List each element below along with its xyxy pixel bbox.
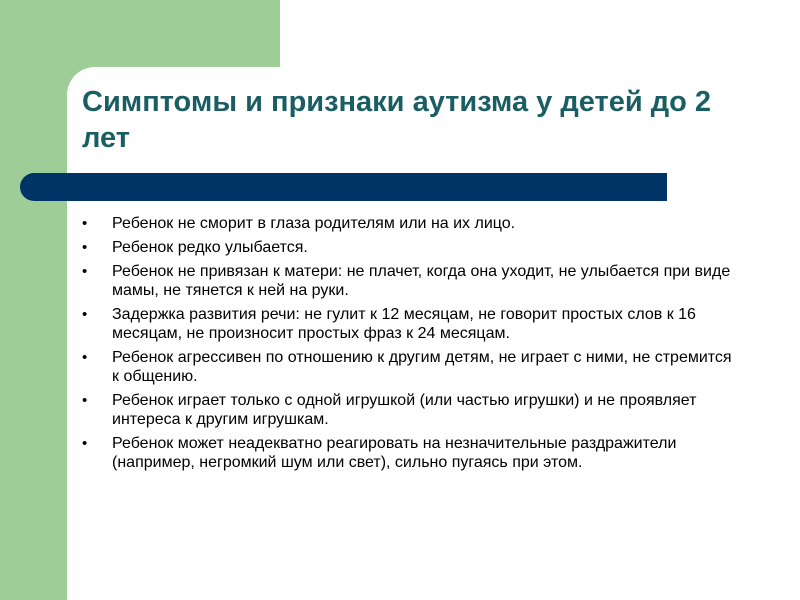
list-item — [82, 238, 732, 257]
bullet-icon: • — [82, 215, 88, 232]
bullet-text: Ребенок агрессивен по отношению к другим детям, не играет с ними, не стремится к общению. — [112, 349, 732, 385]
list-item — [82, 305, 732, 343]
bullet-list — [82, 214, 732, 477]
list-item — [82, 214, 732, 233]
bullet-text: Ребенок может неадекватно реагировать на незначительные раздражители (например, негромкий шум или свет), сильно пугаясь при этом. — [112, 435, 677, 471]
green-decoration-left — [0, 0, 67, 600]
bullet-icon: • — [82, 349, 88, 366]
bullet-text: Ребенок редко улыбается. — [112, 239, 308, 256]
bullet-text: Ребенок играет только с одной игрушкой (или частью игрушки) и не проявляет интереса к другим игрушкам. — [112, 392, 697, 428]
bullet-icon: • — [82, 239, 88, 256]
list-item — [82, 434, 732, 472]
bullet-text: Задержка развития речи: не гулит к 12 месяцам, не говорит простых слов к 16 месяцам, не произносит простых фраз к 24 месяцам. — [112, 306, 696, 342]
bullet-icon: • — [82, 306, 88, 323]
title-underline-bar — [20, 173, 667, 201]
slide-title: Симптомы и признаки аутизма у детей до 2 лет — [82, 86, 712, 154]
bullet-text: Ребенок не привязан к матери: не плачет, когда она уходит, не улыбается при виде мамы, не тянется к ней на руки. — [112, 263, 731, 299]
bullet-text: Ребенок не сморит в глаза родителям или на их лицо. — [112, 215, 516, 232]
list-item — [82, 262, 732, 300]
list-item — [82, 391, 732, 429]
bullet-icon: • — [82, 435, 88, 452]
list-item — [82, 348, 732, 386]
bullet-icon: • — [82, 392, 88, 409]
bullet-icon: • — [82, 263, 88, 280]
